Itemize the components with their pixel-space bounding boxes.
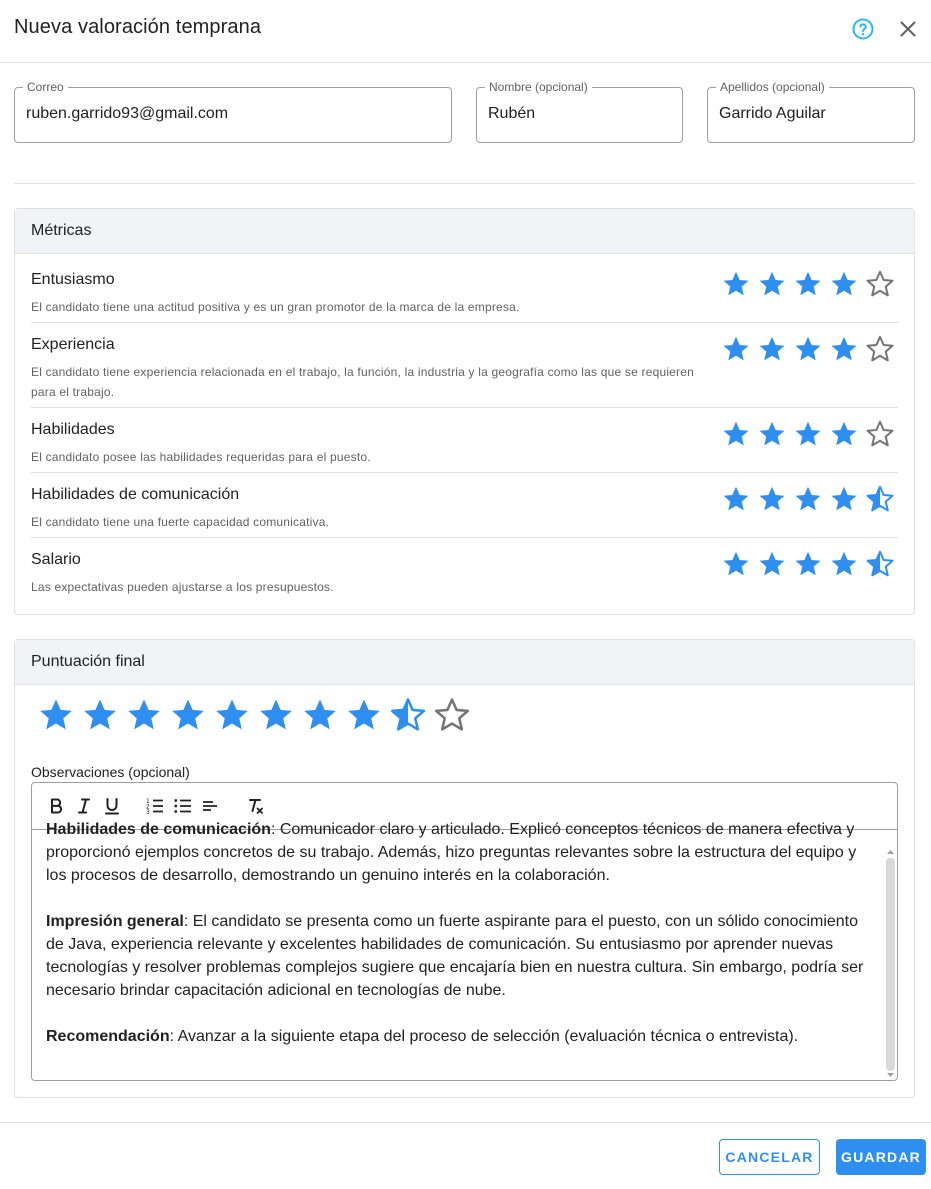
star-filled-icon[interactable] — [754, 549, 790, 579]
star-half-icon[interactable] — [862, 484, 898, 514]
align-left-icon[interactable] — [199, 795, 221, 817]
star-filled-icon[interactable] — [790, 269, 826, 299]
observations-label: Observaciones (opcional) — [31, 764, 190, 780]
email-field[interactable] — [14, 80, 452, 143]
metric-title: Salario — [31, 551, 81, 568]
star-empty-icon[interactable] — [430, 695, 474, 735]
star-half-icon[interactable] — [386, 695, 430, 735]
metric-description: Las expectativas pueden ajustarse a los presupuestos. — [31, 580, 334, 594]
final-score-rating[interactable] — [34, 695, 474, 735]
scrollbar[interactable] — [886, 858, 895, 1071]
first-name-label: Nombre (opcional) — [485, 80, 592, 94]
star-filled-icon[interactable] — [718, 484, 754, 514]
italic-icon[interactable] — [73, 795, 95, 817]
divider — [31, 407, 898, 408]
star-half-icon[interactable] — [862, 549, 898, 579]
divider — [31, 472, 898, 473]
editor-content[interactable] — [32, 821, 885, 1080]
star-empty-icon[interactable] — [862, 419, 898, 449]
dialog-title: Nueva valoración temprana — [14, 16, 262, 38]
metrics-panel — [14, 208, 915, 615]
help-icon[interactable] — [851, 17, 875, 41]
star-filled-icon[interactable] — [34, 695, 78, 735]
dialog-header — [0, 0, 931, 63]
first-name-input[interactable] — [488, 105, 671, 123]
star-filled-icon[interactable] — [718, 549, 754, 579]
svg-text:1: 1 — [146, 798, 150, 805]
underline-icon[interactable] — [101, 795, 123, 817]
last-name-label: Apellidos (opcional) — [716, 80, 829, 94]
email-input[interactable] — [26, 105, 440, 123]
bold-icon[interactable] — [45, 795, 67, 817]
footer-divider — [0, 1122, 931, 1123]
divider — [31, 537, 898, 538]
observations-text — [46, 818, 876, 1071]
paragraph-heading: Recomendación — [46, 1028, 170, 1045]
star-filled-icon[interactable] — [754, 419, 790, 449]
star-filled-icon[interactable] — [826, 419, 862, 449]
metric-description: El candidato posee las habilidades requeridas para el puesto. — [31, 450, 371, 464]
last-name-field[interactable] — [707, 80, 915, 143]
close-icon[interactable] — [896, 17, 920, 41]
metric-title: Habilidades — [31, 421, 115, 438]
metric-title: Entusiasmo — [31, 271, 115, 288]
star-filled-icon[interactable] — [166, 695, 210, 735]
first-name-field[interactable] — [476, 80, 683, 143]
metric-description: El candidato tiene experiencia relacionada en el trabajo, la función, la industria y la geografía como las que se requieren para el trabajo. — [31, 365, 695, 399]
star-filled-icon[interactable] — [78, 695, 122, 735]
star-filled-icon[interactable] — [790, 419, 826, 449]
svg-text:2: 2 — [146, 803, 150, 811]
star-filled-icon[interactable] — [790, 549, 826, 579]
divider — [14, 183, 915, 184]
paragraph — [46, 910, 876, 1002]
star-filled-icon[interactable] — [342, 695, 386, 735]
star-rating[interactable] — [718, 269, 898, 299]
star-filled-icon[interactable] — [826, 269, 862, 299]
star-rating[interactable] — [718, 419, 898, 449]
cancel-button[interactable]: CANCELAR — [719, 1139, 820, 1175]
star-empty-icon[interactable] — [862, 269, 898, 299]
metric-description: El candidato tiene una actitud positiva y es un gran promotor de la marca de la empresa. — [31, 300, 520, 314]
paragraph — [46, 1025, 876, 1048]
star-filled-icon[interactable] — [790, 334, 826, 364]
paragraph-heading: Impresión general — [46, 913, 184, 930]
star-filled-icon[interactable] — [754, 334, 790, 364]
last-name-input[interactable] — [719, 105, 903, 123]
paragraph-heading: Habilidades de comunicación — [46, 821, 271, 838]
star-filled-icon[interactable] — [718, 269, 754, 299]
star-rating[interactable] — [718, 334, 898, 364]
star-filled-icon[interactable] — [826, 484, 862, 514]
metric-title: Habilidades de comunicación — [31, 486, 240, 503]
star-filled-icon[interactable] — [254, 695, 298, 735]
svg-text:3: 3 — [146, 809, 150, 816]
star-filled-icon[interactable] — [754, 484, 790, 514]
star-filled-icon[interactable] — [826, 334, 862, 364]
star-filled-icon[interactable] — [718, 419, 754, 449]
star-filled-icon[interactable] — [298, 695, 342, 735]
bullet-list-icon[interactable] — [172, 795, 194, 817]
clear-format-icon[interactable] — [244, 795, 266, 817]
final-score-header: Puntuación final — [15, 640, 914, 685]
star-rating[interactable] — [718, 484, 898, 514]
star-filled-icon[interactable] — [790, 484, 826, 514]
star-filled-icon[interactable] — [754, 269, 790, 299]
email-label: Correo — [23, 80, 68, 94]
star-filled-icon[interactable] — [210, 695, 254, 735]
divider — [31, 322, 898, 323]
save-button[interactable]: GUARDAR — [836, 1139, 926, 1175]
scroll-up-arrow-icon[interactable] — [887, 849, 894, 855]
paragraph-text: : Avanzar a la siguiente etapa del proceso de selección (evaluación técnica o entrevista). — [169, 1028, 799, 1045]
paragraph — [46, 818, 876, 887]
star-rating[interactable] — [718, 549, 898, 579]
observations-editor[interactable] — [31, 782, 898, 1081]
star-empty-icon[interactable] — [862, 334, 898, 364]
metric-title: Experiencia — [31, 336, 115, 353]
star-filled-icon[interactable] — [826, 549, 862, 579]
scroll-down-arrow-icon[interactable] — [887, 1072, 894, 1078]
ordered-list-icon[interactable] — [144, 795, 166, 817]
star-filled-icon[interactable] — [122, 695, 166, 735]
metric-description: El candidato tiene una fuerte capacidad comunicativa. — [31, 515, 330, 529]
paragraph-text: : El candidato se presenta como un fuerte aspirante para el puesto, con un sólido conocimiento de Java, experiencia relevante y excelentes habilidades de comunicación. Su entusiasmo por aprender nuevas tecnologías y resolver problemas complejos sugiere que encajaría bien en nuestra cultura. Sin embargo, podría ser necesario brindar capacitación adicional en tecnologías de nube. — [46, 913, 864, 999]
metrics-header: Métricas — [15, 209, 914, 254]
paragraph-text: : Comunicador claro y articulado. Explicó conceptos técnicos de manera efectiva y proporcionó ejemplos concretos de su trabajo. Además, hizo preguntas relevantes sobre la estructura del equipo y los procesos de desarrollo, demostrando un genuino interés en la colaboración. — [46, 821, 857, 884]
final-score-panel — [14, 639, 915, 1098]
star-filled-icon[interactable] — [718, 334, 754, 364]
